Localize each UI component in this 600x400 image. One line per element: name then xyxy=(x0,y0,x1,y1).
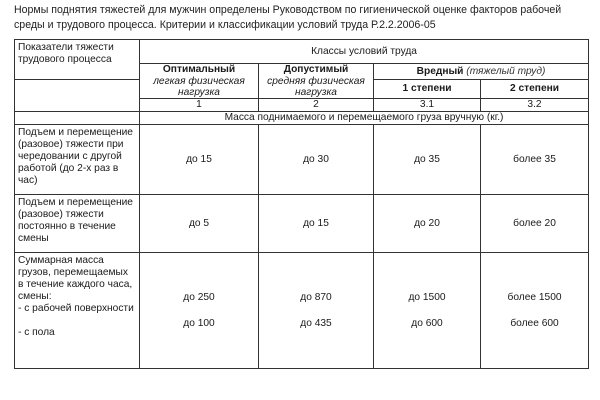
row-value-degree-2 xyxy=(481,253,589,369)
class-harmful-sub: (тяжелый труд) xyxy=(466,65,546,77)
table-row xyxy=(15,125,589,195)
mass-header: Масса поднимаемого и перемещаемого груза вручную (кг.) xyxy=(140,112,589,125)
class-acceptable-num: 2 xyxy=(259,99,374,112)
row-label-floor: - с пола xyxy=(18,327,55,338)
class-harmful-name: Вредный xyxy=(416,65,464,77)
row-value-optimal: до 15 xyxy=(140,125,259,195)
header-degree-2: 2 степени xyxy=(481,80,589,99)
row-value-degree-2: более 35 xyxy=(481,125,589,195)
lifting-norms-table xyxy=(14,39,589,369)
header-class-optimal xyxy=(140,64,259,99)
value-surface: до 250 xyxy=(183,291,215,303)
degree-1-num: 3.1 xyxy=(374,99,481,112)
value-floor: до 435 xyxy=(300,317,332,329)
mass-header-blank xyxy=(15,112,140,125)
value-surface: более 1500 xyxy=(507,291,562,303)
row-value-optimal: до 5 xyxy=(140,195,259,253)
class-optimal-name: Оптимальный xyxy=(162,64,236,75)
document-caption: Нормы поднятия тяжестей для мужчин определены Руководством по гигиенической оценке факторов рабочей среды и трудового процесса. Критерии и классификации условий труда Р.2.2.2006-05 xyxy=(14,4,562,31)
header-indicators: Показатели тяжести трудового процесса xyxy=(15,40,140,80)
header-class-acceptable xyxy=(259,64,374,99)
row-value-acceptable xyxy=(259,253,374,369)
header-degree-1: 1 степени xyxy=(374,80,481,99)
row-label: Подъем и перемещение (разовое) тяжести постоянно в течение смены xyxy=(15,195,140,253)
row-label-main: Суммарная масса грузов, перемещаемых в течение каждого часа, смены: xyxy=(18,255,133,302)
row-value-degree-2: более 20 xyxy=(481,195,589,253)
class-acceptable-sub: средняя физическая нагрузка xyxy=(267,76,365,98)
value-floor: до 600 xyxy=(411,317,443,329)
header-class-harmful xyxy=(374,64,589,80)
table-row xyxy=(15,195,589,253)
value-surface: до 870 xyxy=(300,291,332,303)
header-indicators-blank xyxy=(15,80,140,112)
class-acceptable-name: Допустимый xyxy=(283,64,349,75)
value-floor: до 100 xyxy=(183,317,215,329)
row-value-degree-1: до 20 xyxy=(374,195,481,253)
row-value-optimal xyxy=(140,253,259,369)
row-label: Подъем и перемещение (разовое) тяжести при чередовании с другой работой (до 2-х раз в час) xyxy=(15,125,140,195)
value-surface: до 1500 xyxy=(408,291,446,303)
row-value-acceptable: до 15 xyxy=(259,195,374,253)
row-value-acceptable: до 30 xyxy=(259,125,374,195)
row-label-surface: - с рабочей поверхности xyxy=(18,303,134,314)
header-classes: Классы условий труда xyxy=(140,40,589,64)
row-value-degree-1: до 35 xyxy=(374,125,481,195)
row-label xyxy=(15,253,140,369)
table-row xyxy=(15,253,589,369)
class-optimal-num: 1 xyxy=(140,99,259,112)
class-optimal-sub: легкая физическая нагрузка xyxy=(153,76,245,98)
row-value-degree-1 xyxy=(374,253,481,369)
degree-2-num: 3.2 xyxy=(481,99,589,112)
value-floor: более 600 xyxy=(510,317,559,329)
